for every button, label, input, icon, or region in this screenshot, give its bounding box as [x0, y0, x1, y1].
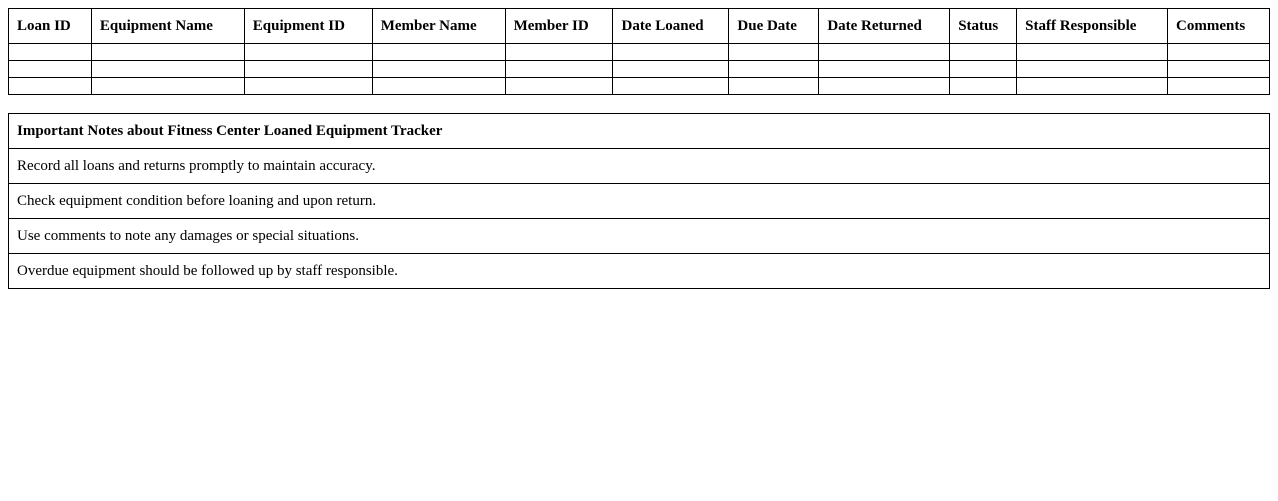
column-header-due-date: Due Date: [729, 9, 819, 44]
table-cell[interactable]: [372, 78, 505, 95]
table-cell[interactable]: [729, 78, 819, 95]
table-cell[interactable]: [613, 78, 729, 95]
table-cell[interactable]: [819, 44, 950, 61]
table-cell[interactable]: [613, 61, 729, 78]
loan-tracker-table: [8, 8, 1270, 95]
table-cell[interactable]: [950, 78, 1017, 95]
table-cell[interactable]: [9, 44, 92, 61]
table-cell[interactable]: [1168, 61, 1270, 78]
table-cell[interactable]: [950, 61, 1017, 78]
notes-row: [9, 219, 1270, 254]
note-item: Check equipment condition before loaning and upon return.: [9, 184, 1270, 219]
table-cell[interactable]: [1017, 78, 1168, 95]
column-header-staff-responsible: Staff Responsible: [1017, 9, 1168, 44]
table-header-row: [9, 9, 1270, 44]
table-cell[interactable]: [1168, 44, 1270, 61]
note-item: Use comments to note any damages or special situations.: [9, 219, 1270, 254]
table-cell[interactable]: [505, 61, 613, 78]
table-cell[interactable]: [9, 78, 92, 95]
table-cell[interactable]: [9, 61, 92, 78]
table-cell[interactable]: [244, 78, 372, 95]
table-cell[interactable]: [613, 44, 729, 61]
table-cell[interactable]: [1017, 61, 1168, 78]
column-header-comments: Comments: [1168, 9, 1270, 44]
page-content: [8, 8, 1270, 289]
table-row: [9, 78, 1270, 95]
column-header-member-name: Member Name: [372, 9, 505, 44]
table-cell[interactable]: [372, 61, 505, 78]
table-cell[interactable]: [91, 78, 244, 95]
table-row: [9, 44, 1270, 61]
notes-row: [9, 184, 1270, 219]
table-row: [9, 61, 1270, 78]
table-cell[interactable]: [819, 78, 950, 95]
notes-row: [9, 149, 1270, 184]
column-header-equipment-id: Equipment ID: [244, 9, 372, 44]
note-item: Record all loans and returns promptly to maintain accuracy.: [9, 149, 1270, 184]
notes-title-row: [9, 114, 1270, 149]
notes-row: [9, 254, 1270, 289]
table-cell[interactable]: [505, 78, 613, 95]
notes-table: [8, 113, 1270, 289]
table-cell[interactable]: [819, 61, 950, 78]
table-cell[interactable]: [729, 61, 819, 78]
column-header-status: Status: [950, 9, 1017, 44]
table-cell[interactable]: [950, 44, 1017, 61]
notes-title: Important Notes about Fitness Center Loaned Equipment Tracker: [9, 114, 1270, 149]
column-header-equipment-name: Equipment Name: [91, 9, 244, 44]
table-cell[interactable]: [505, 44, 613, 61]
table-cell[interactable]: [1017, 44, 1168, 61]
column-header-loan-id: Loan ID: [9, 9, 92, 44]
column-header-date-returned: Date Returned: [819, 9, 950, 44]
table-cell[interactable]: [91, 61, 244, 78]
table-cell[interactable]: [372, 44, 505, 61]
table-cell[interactable]: [244, 44, 372, 61]
table-cell[interactable]: [244, 61, 372, 78]
column-header-date-loaned: Date Loaned: [613, 9, 729, 44]
table-cell[interactable]: [91, 44, 244, 61]
column-header-member-id: Member ID: [505, 9, 613, 44]
table-cell[interactable]: [1168, 78, 1270, 95]
note-item: Overdue equipment should be followed up by staff responsible.: [9, 254, 1270, 289]
table-cell[interactable]: [729, 44, 819, 61]
